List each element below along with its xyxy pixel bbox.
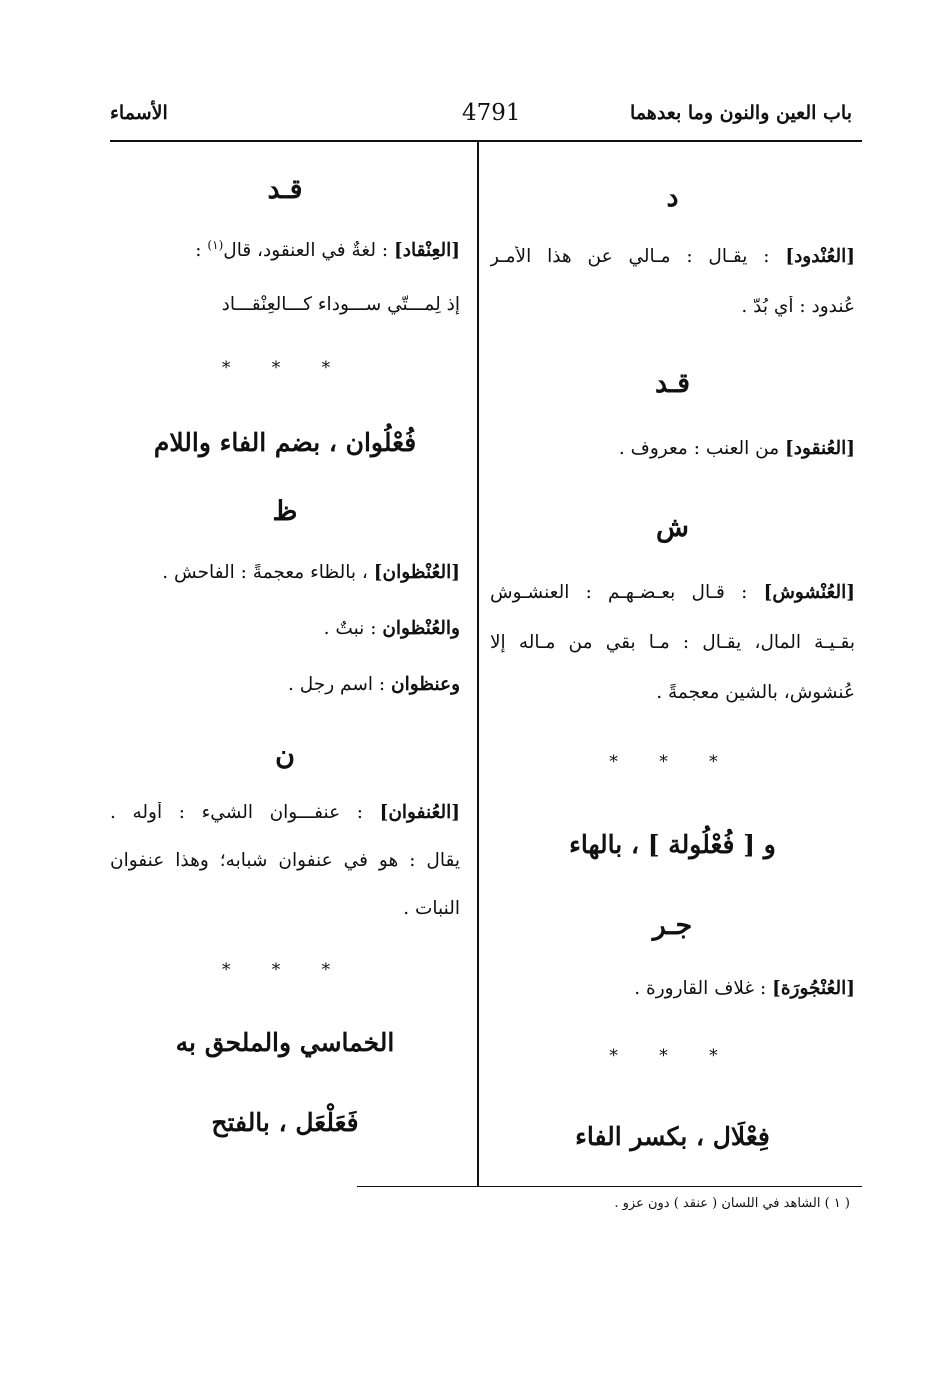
page-number: 4791 bbox=[462, 100, 521, 126]
section-separator: * * * bbox=[221, 358, 349, 378]
entry-term: [العُنقود] bbox=[785, 438, 855, 459]
footnote-marker: (١) bbox=[207, 238, 224, 252]
entry-line: النبات . bbox=[403, 898, 460, 919]
column-divider bbox=[477, 140, 479, 1186]
entry-line: [العُنفوان] : عنفـــوان الشيء : أوله . bbox=[110, 802, 460, 823]
entry-line: عُنشوش، بالشين معجمةً . bbox=[656, 682, 855, 703]
pattern-heading: فِعْلَال ، بكسر الفاء bbox=[575, 1122, 770, 1151]
entry-term: وعنظوان bbox=[390, 674, 460, 695]
entry-term: [العُنْشوش] bbox=[763, 582, 855, 603]
entry-term: [العُنْجُورَة] bbox=[772, 978, 855, 999]
entry-line: بقـيـة المال، يقـال : مـا بقي من مـاله إلا bbox=[490, 632, 855, 653]
entry-term: [العِنْقاد] bbox=[393, 240, 460, 262]
section-separator: * * * bbox=[609, 752, 736, 772]
footnote-rule bbox=[357, 1186, 862, 1187]
letter-heading: د bbox=[666, 182, 679, 213]
section-heading: الخماسي والملحق به bbox=[175, 1028, 395, 1057]
letter-heading: ن bbox=[275, 740, 295, 771]
letter-heading: جـر bbox=[652, 910, 693, 941]
entry-term: والعُنْظوان bbox=[382, 618, 460, 639]
entry-line: [العُنْظوان] ، بالظاء معجمةً : الفاحش . bbox=[162, 562, 460, 583]
letter-heading: ظ bbox=[272, 496, 298, 527]
entry-term: [العُنْدود] bbox=[785, 246, 855, 267]
entry-term: [العُنْظوان] bbox=[373, 562, 460, 583]
entry-line: عُندود : أي بُدّ . bbox=[741, 296, 855, 317]
running-header-section: الأسماء bbox=[110, 102, 168, 124]
entry-line: يقال : هو في عنفوان شبابه؛ وهذا عنفوان bbox=[110, 850, 460, 871]
pattern-heading: و [ فُعْلُولة ] ، بالهاء bbox=[569, 830, 776, 859]
section-separator: * * * bbox=[609, 1046, 736, 1066]
entry-line: [العُنقود] من العنب : معروف . bbox=[618, 438, 855, 459]
entry-line: وعنظوان : اسم رجل . bbox=[288, 674, 460, 695]
footnote: ( ١ ) الشاهد في اللسان ( عنقد ) دون عزو . bbox=[614, 1196, 850, 1211]
pattern-heading: فُعْلُوان ، بضم الفاء واللام bbox=[153, 428, 417, 457]
running-header-chapter: باب العين والنون وما بعدهما bbox=[630, 102, 852, 124]
section-separator: * * * bbox=[221, 960, 349, 980]
letter-heading: قـد bbox=[267, 174, 303, 205]
entry-term: [العُنفوان] bbox=[379, 802, 460, 823]
letter-heading: قـد bbox=[655, 368, 690, 399]
entry-line: [العُنْدود] : يقـال : مـالي عن هذا الأمـر bbox=[490, 246, 855, 267]
letter-heading: ش bbox=[656, 512, 689, 543]
entry-line: [العِنْقاد] : لغةٌ في العنقود، قال$^{(١)}$ : bbox=[195, 238, 460, 262]
right-column bbox=[490, 142, 855, 1185]
verse-line: إذ لِمـــتّي ســـوداء كـــالعِنْقـــاد bbox=[221, 294, 460, 315]
entry-line: والعُنْظوان : نبتٌ . bbox=[323, 618, 460, 639]
left-column bbox=[110, 142, 460, 1185]
entry-line: [العُنْشوش] : قـال بعـضـهـم : العنشـوش bbox=[490, 582, 855, 603]
entry-line: [العُنْجُورَة] : غلاف القارورة . bbox=[634, 978, 855, 999]
page-header bbox=[110, 96, 852, 136]
pattern-heading: فَعَلْعَل ، بالفتح bbox=[211, 1108, 359, 1137]
